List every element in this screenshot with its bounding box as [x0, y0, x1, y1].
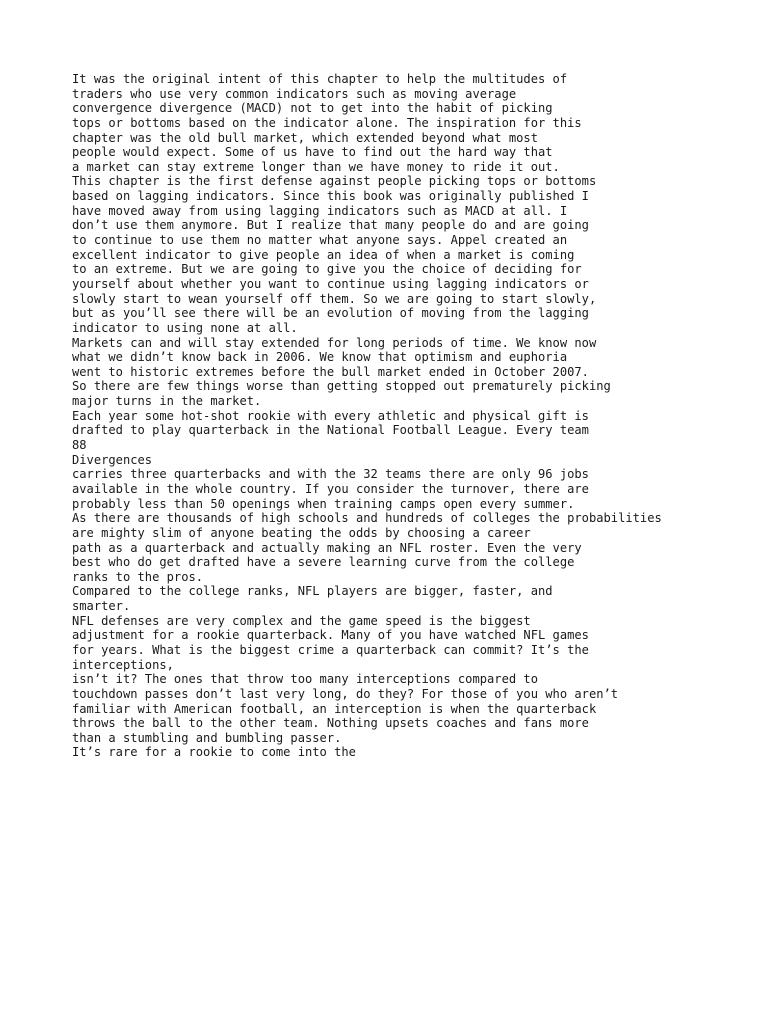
- text-line: Divergences: [72, 452, 153, 467]
- text-line: but as you’ll see there will be an evolution of moving from the lagging: [72, 306, 589, 321]
- text-line: based on lagging indicators. Since this book was originally published I: [72, 189, 589, 204]
- text-line: It’s rare for a rookie to come into the: [72, 745, 356, 760]
- text-line: excellent indicator to give people an idea of when a market is coming: [72, 247, 575, 262]
- document-body-text: [72, 72, 752, 760]
- text-line: yourself about whether you want to continue using lagging indicators or: [72, 276, 589, 291]
- text-line: slowly start to wean yourself off them. So we are going to start slowly,: [72, 291, 597, 306]
- text-line: 88: [72, 438, 87, 453]
- text-line: isn’t it? The ones that throw too many interceptions compared to: [72, 672, 538, 687]
- text-line: throws the ball to the other team. Nothing upsets coaches and fans more: [72, 716, 589, 731]
- text-line: indicator to using none at all.: [72, 320, 298, 335]
- text-line: people would expect. Some of us have to find out the hard way that: [72, 145, 553, 160]
- text-line: drafted to play quarterback in the National Football League. Every team: [72, 423, 589, 438]
- text-line: Markets can and will stay extended for long periods of time. We know now: [72, 335, 597, 350]
- text-line: to continue to use them no matter what anyone says. Appel created an: [72, 233, 568, 248]
- text-line: As there are thousands of high schools and hundreds of colleges the probabilities: [72, 511, 662, 526]
- text-line: It was the original intent of this chapter to help the multitudes of: [72, 72, 568, 86]
- text-line: NFL defenses are very complex and the game speed is the biggest: [72, 613, 531, 628]
- text-line: smarter.: [72, 599, 131, 614]
- text-line: traders who use very common indicators such as moving average: [72, 86, 517, 101]
- text-line: convergence divergence (MACD) not to get into the habit of picking: [72, 101, 553, 116]
- text-line: don’t use them anymore. But I realize that many people do and are going: [72, 218, 589, 233]
- text-line: interceptions,: [72, 657, 174, 672]
- text-line: have moved away from using lagging indicators such as MACD at all. I: [72, 203, 568, 218]
- text-line: carries three quarterbacks and with the 32 teams there are only 96 jobs: [72, 467, 589, 482]
- text-line: a market can stay extreme longer than we have money to ride it out.: [72, 159, 560, 174]
- text-line: major turns in the market.: [72, 394, 262, 409]
- text-line: to an extreme. But we are going to give you the choice of deciding for: [72, 262, 582, 277]
- text-line: So there are few things worse than getting stopped out prematurely picking: [72, 379, 611, 394]
- text-line: for years. What is the biggest crime a quarterback can commit? It’s the: [72, 642, 589, 657]
- text-line: path as a quarterback and actually making an NFL roster. Even the very: [72, 540, 582, 555]
- text-line: available in the whole country. If you consider the turnover, there are: [72, 481, 589, 496]
- text-line: This chapter is the first defense against people picking tops or bottoms: [72, 174, 597, 189]
- text-line: probably less than 50 openings when training camps open every summer.: [72, 496, 575, 511]
- text-line: what we didn’t know back in 2006. We know that optimism and euphoria: [72, 350, 568, 365]
- text-line: adjustment for a rookie quarterback. Many of you have watched NFL games: [72, 628, 589, 643]
- text-line: tops or bottoms based on the indicator alone. The inspiration for this: [72, 115, 582, 130]
- text-line: chapter was the old bull market, which extended beyond what most: [72, 130, 538, 145]
- text-line: went to historic extremes before the bull market ended in October 2007.: [72, 364, 589, 379]
- text-line: than a stumbling and bumbling passer.: [72, 730, 342, 745]
- text-line: ranks to the pros.: [72, 569, 204, 584]
- text-line: Each year some hot-shot rookie with every athletic and physical gift is: [72, 408, 589, 423]
- text-line: touchdown passes don’t last very long, do they? For those of you who aren’t: [72, 686, 619, 701]
- text-line: Compared to the college ranks, NFL players are bigger, faster, and: [72, 584, 553, 599]
- text-line: are mighty slim of anyone beating the odds by choosing a career: [72, 525, 531, 540]
- text-line: best who do get drafted have a severe learning curve from the college: [72, 555, 575, 570]
- text-line: familiar with American football, an interception is when the quarterback: [72, 701, 597, 716]
